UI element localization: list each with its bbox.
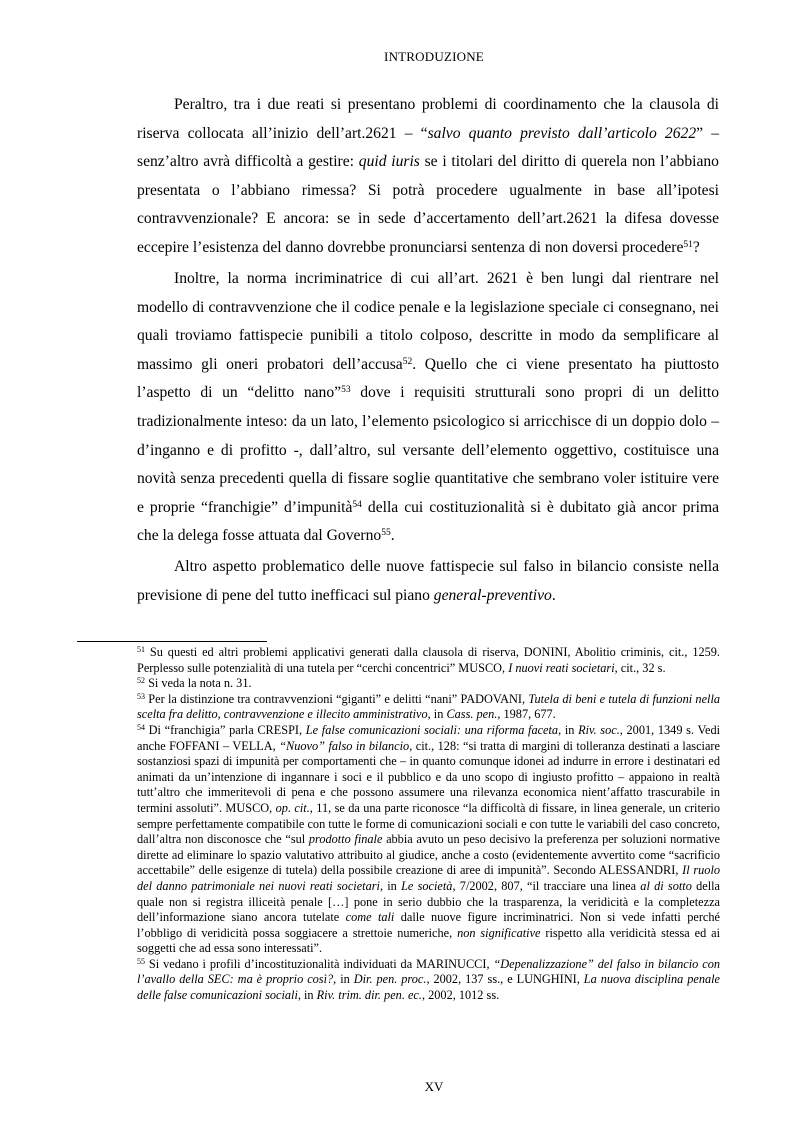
text-run: , 2002, 1012 ss. <box>421 988 500 1003</box>
italic-term: come tali <box>345 910 395 925</box>
text-run: . Quello che ci viene presentato ha piuttosto l’aspetto di un “delitto nano” <box>137 355 719 402</box>
text-run: abbia avuto un peso decisivo la preferenza per soluzioni normative dirette ad eliminare lo spazio valutativo attribuito al giudice, anche a costo (evidentemente avvertito come “sacrificio accettabile” delle esigenze di tutela) della possibile creazione di aree di impunità”. Secondo ALESSANDRI, <box>137 832 720 878</box>
italic-title: I nuovi reati societari <box>508 660 615 675</box>
footnote-54 <box>137 723 720 957</box>
italic-term: prodotto finale <box>308 832 383 847</box>
footnote-ref-55[interactable]: 55 <box>381 528 391 539</box>
text-run: della quale non si registra illiceità penale […] pone in serio dubbio che la trasparenza, la veridicità e la completezza dell’informazione siano ancora tutelate <box>137 878 720 925</box>
text-run: della cui costituzionalità si è dubitato già ancor prima che la delega fosse attuata dal Governo <box>137 498 719 545</box>
text-run: dove i requisiti strutturali sono propri di un delitto tradizionalmente inteso: da un lato, l’elemento psicologico si arricchisce di un doppio dolo – d’inganno e di profitto -, dall’altro, sul versante dell’elemento oggettivo, costituisce una novità senza precedenti quella di fissare soglie quantitative che sembrano voler istituire vere e proprie “franchigie” d’impunità <box>137 384 720 516</box>
footnote-number: 54 <box>137 722 145 732</box>
italic-term: general-preventivo <box>433 586 552 604</box>
text-run: ” – senz’altro avrà difficoltà a gestire: <box>137 124 719 171</box>
text-run: , in <box>333 972 354 987</box>
footnote-52 <box>137 676 720 692</box>
italic-journal: Riv. soc. <box>578 722 620 737</box>
text-run: Di “franchigia” parla CRESPI, <box>145 722 306 737</box>
text-run: Si vedano i profili d’incostituzionalità individuati da MARINUCCI, <box>145 956 494 971</box>
footnote-separator <box>77 641 267 642</box>
page-number: XV <box>424 1079 444 1094</box>
paragraph-coordinamento <box>137 91 719 263</box>
text-run: se i titolari del diritto di querela non l’abbiano presentata o l’abbiano rimessa? Si potrà procedere ugualmente in base all’ipotesi contravvenzionale? E ancora: se in sede d’accertamento dell’art.2621 la difesa dovesse eccepire l’esistenza del danno dovrebbe pronunciarsi sentenza di non doversi procedere <box>137 153 719 256</box>
text-run: Altro aspetto problematico delle nuove fattispecie sul falso in bilancio consiste nella previsione di pene del tutto inefficaci sul piano <box>137 558 719 604</box>
text-run: , in <box>297 988 317 1003</box>
text-run: 11, se da una parte riconosce “la difficoltà di fissare, in linea generale, un criterio sempre perfettamente compatibile con tutte le forme di comunicazioni sociali e con tutte le variabili del caso concreto, dall’altra non disconosce che “sul <box>137 800 720 847</box>
italic-title: Le false comunicazioni sociali: una riforma faceta <box>305 722 559 737</box>
footnote-51 <box>137 645 720 676</box>
text-run: rispetto alla veridicità stessa ed ai soggetti che ad essa sono interessati”. <box>137 925 721 956</box>
footnote-ref-54[interactable]: 54 <box>352 499 362 510</box>
italic-journal: Cass. pen. <box>446 707 498 722</box>
footnote-ref-52[interactable]: 52 <box>402 356 413 367</box>
footnotes <box>137 645 720 1004</box>
text-run: , 1987, 677. <box>497 707 556 722</box>
italic-title: Il ruolo del danno patrimoniale nei nuovi reati societari <box>137 863 721 893</box>
italic-title: “Depenalizzazione” del falso in bilancio con l’avallo della SEC: ma è proprio così? <box>137 956 721 987</box>
text-run: , in <box>427 707 447 722</box>
text-run: Inoltre, la norma incriminatrice di cui all’art. 2621 è ben lungi dal rientrare nel modello di contravvenzione che il codice penale e la legislazione speciale ci consegnano, nei quali troviamo fattispecie punibili a titolo colposo, descritte in modo da semplificare al massimo gli oneri probatori dell’accusa <box>137 269 719 373</box>
italic-term: quid iuris <box>358 153 420 171</box>
text-run: ? <box>692 238 700 256</box>
italic-title: “Nuovo” falso in bilancio <box>279 738 410 753</box>
text-run: , 2001, 1349 s. Vedi anche FOFFANI – VELLA, <box>137 722 721 753</box>
footnote-number: 53 <box>137 691 145 701</box>
italic-title: Tutela di beni e tutela di funzioni nella scelta fra delitto, contravvenzione e illecito amministrativo <box>137 691 721 722</box>
paragraph-pene <box>137 553 719 610</box>
text-run: Per la distinzione tra contravvenzioni “giganti” e delitti “nani” PADOVANI, <box>145 691 529 706</box>
italic-term: non significative <box>457 925 541 940</box>
text-run: dalle nuove figure incriminatrici. Non si vede infatti perché l’obbligo di veridicità possa soggiacere a strettoie numeriche, <box>137 910 720 940</box>
italic-journal: Dir. pen. proc. <box>353 972 427 987</box>
text-run: , cit., 128: “si tratta di margini di tolleranza destinati a lasciare sostanziosi spazi di impunità per comportamenti che – in quanto comunque idonei ad indurre in errore i destinatari ed animati da un’intenzione di ingannare i soci e il pubblico e da uno scopo di ingiusto profitto – appaiono in realtà tutt’altro che immeritevoli di pena e che possono assumere una rilevanza economica nient’affatto trascurabile in termini assoluti”. MUSCO, <box>137 738 720 815</box>
footnote-number: 52 <box>137 676 145 686</box>
italic-quote: salvo quanto previsto dall’articolo 2622 <box>427 124 697 142</box>
text-run: . <box>551 586 556 604</box>
text-run: , cit., 32 s. <box>614 660 666 675</box>
paragraph-norma-incriminatrice <box>137 265 719 551</box>
italic-term: al di sotto <box>640 878 692 893</box>
italic-journal: Le società <box>401 878 453 893</box>
footnote-53 <box>137 692 720 723</box>
italic-abbrev: op. cit., <box>275 800 313 815</box>
footnote-number: 51 <box>137 645 145 654</box>
text-run: Su questi ed altri problemi applicativi generati dalla clausola di riserva, DONINI, Abolitio criminis, cit., 1259. Perplesso sulle potenzialità di una tutela per “cerchi concentrici” MUSCO, <box>137 645 720 675</box>
footnote-number: 55 <box>137 956 145 966</box>
italic-title: La nuova disciplina penale delle false comunicazioni sociali <box>137 972 720 1003</box>
text-run: Si veda la nota n. 31. <box>145 676 252 691</box>
footnote-ref-53[interactable]: 53 <box>341 385 351 396</box>
footnote-55 <box>137 957 720 1004</box>
text-run: Peraltro, tra i due reati si presentano problemi di coordinamento che la clausola di riserva collocata all’inizio dell’art.2621 – “ <box>137 96 719 142</box>
text-run: . <box>390 527 395 545</box>
running-header: INTRODUZIONE <box>384 49 484 64</box>
text-run: , 2002, 137 ss., e LUNGHINI, <box>426 972 584 987</box>
footnote-ref-51[interactable]: 51 <box>683 239 693 250</box>
text-run: , in <box>379 878 402 893</box>
main-text <box>137 91 719 610</box>
text-run: , 7/2002, 807, “il tracciare una linea <box>452 878 641 893</box>
italic-journal: Riv. trim. dir. pen. ec. <box>316 988 422 1003</box>
text-run: , in <box>558 722 579 737</box>
